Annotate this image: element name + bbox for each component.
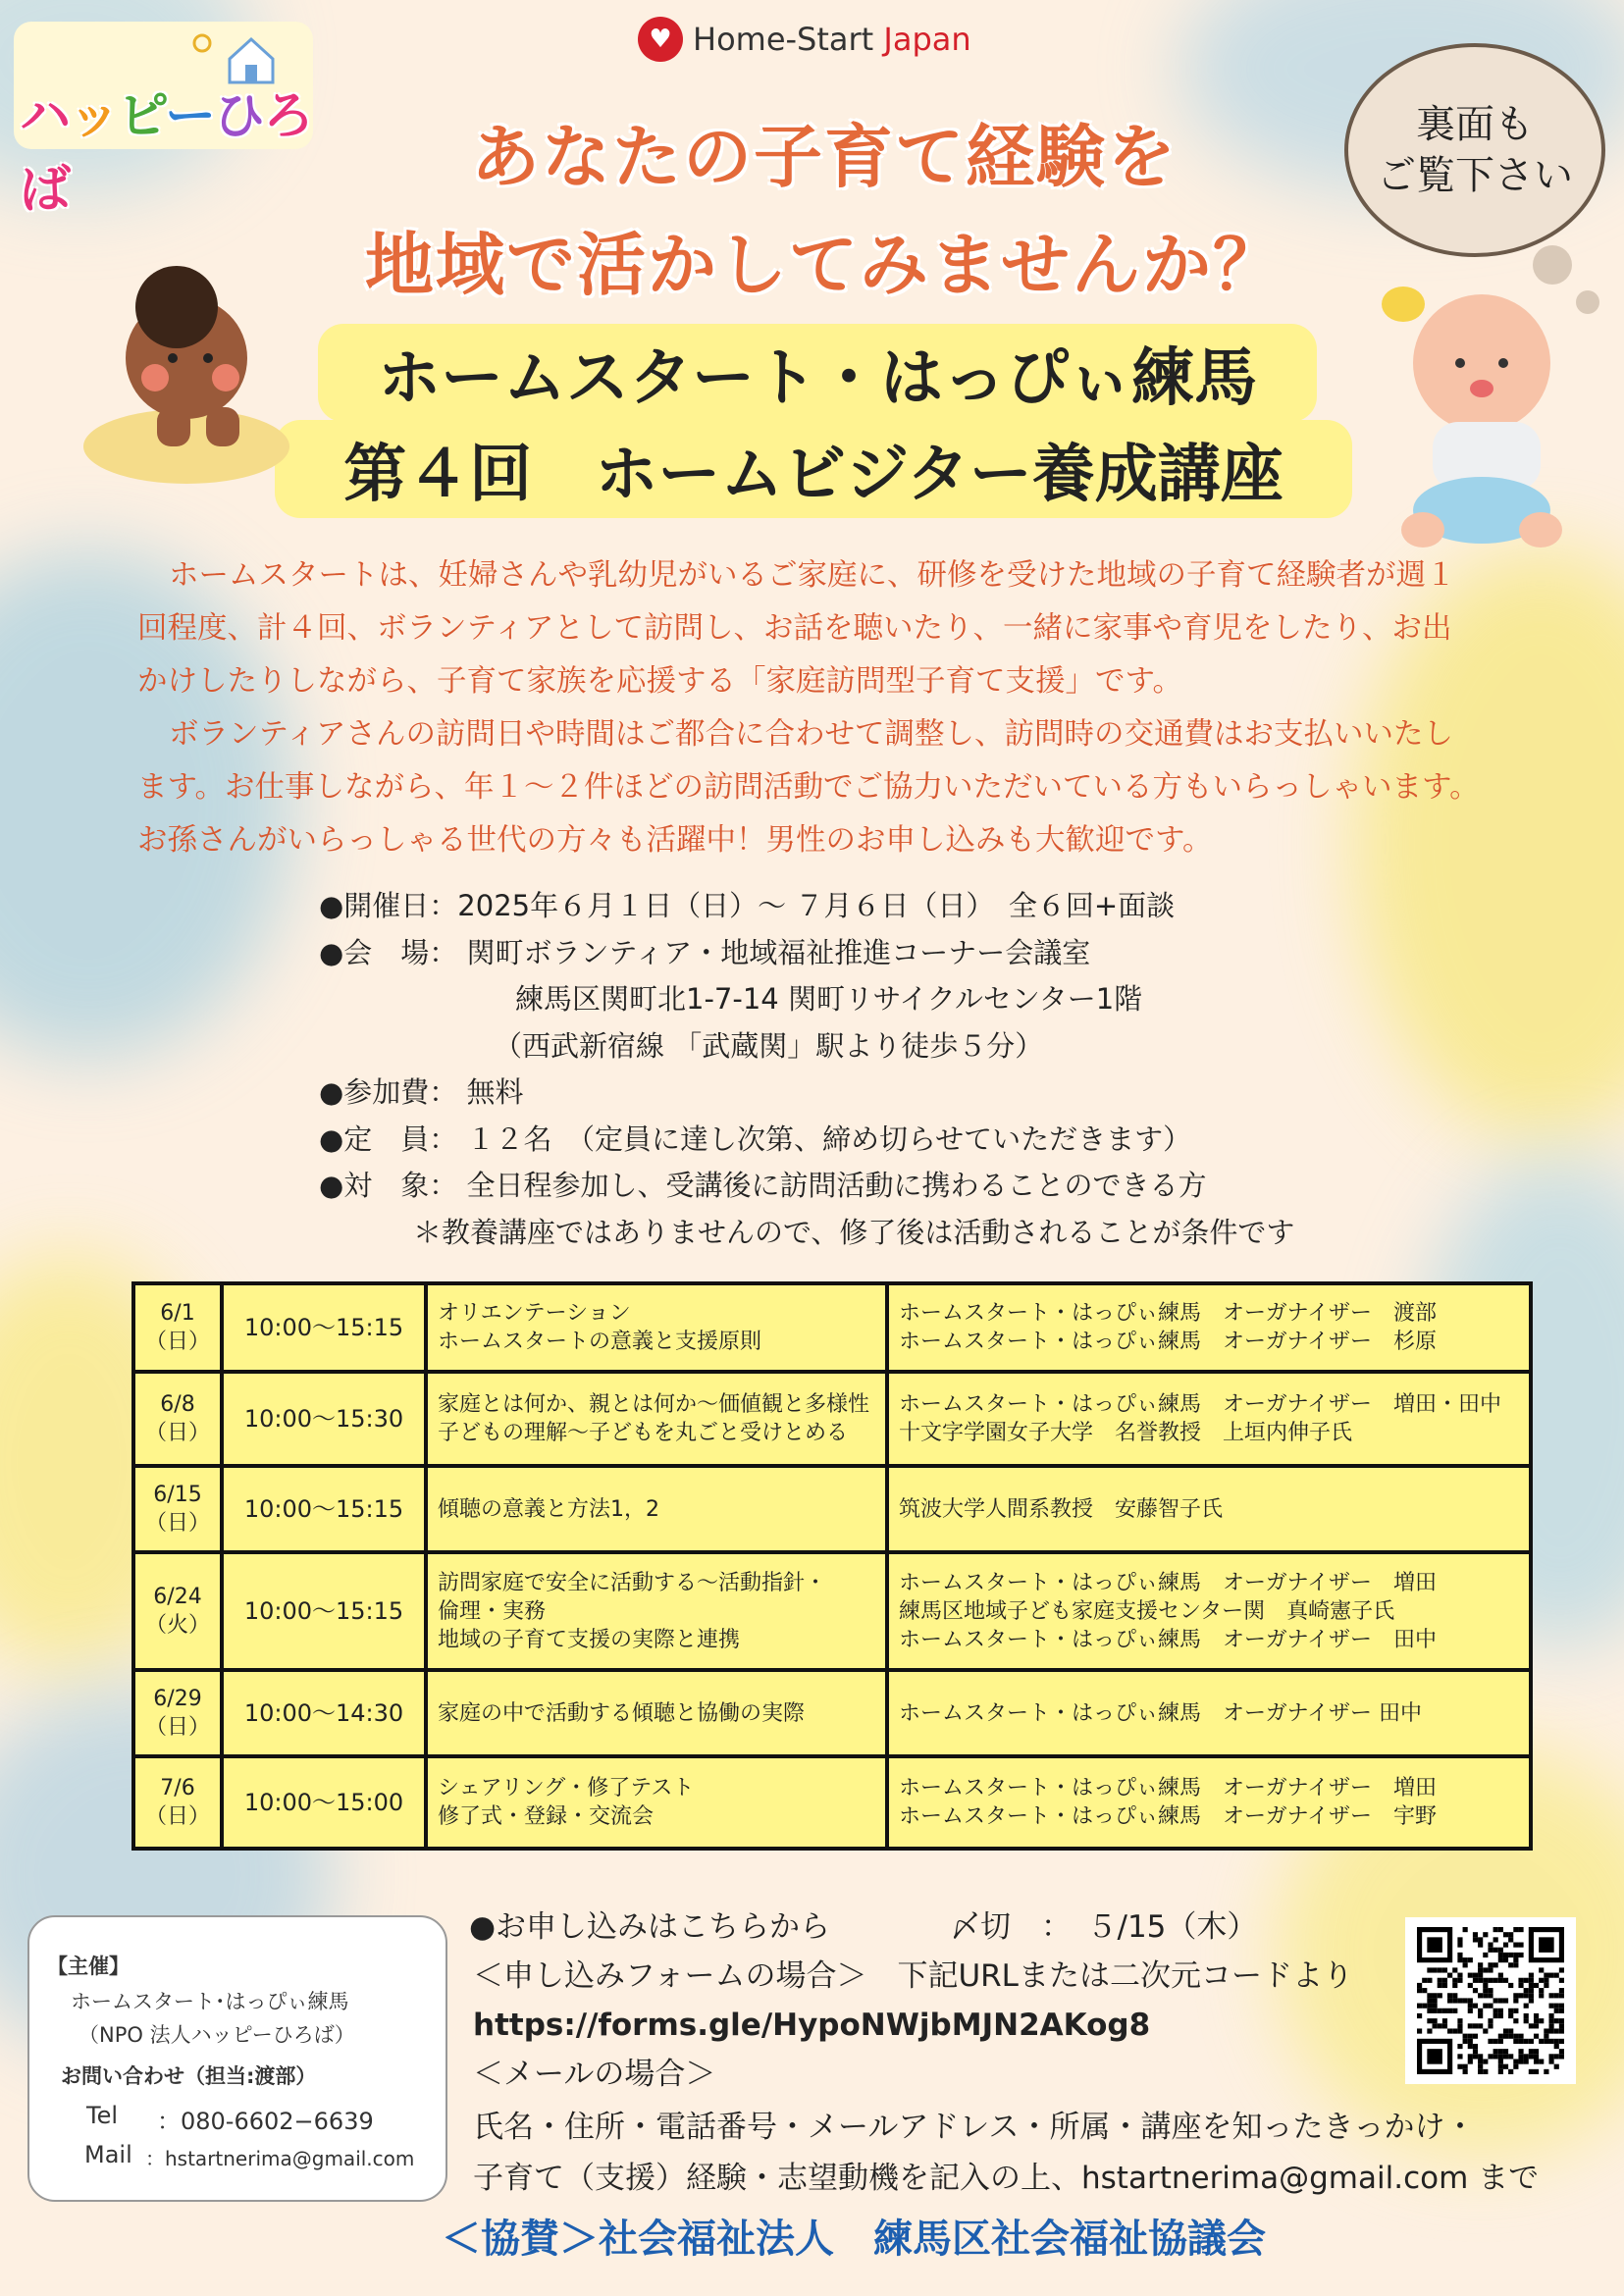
speaker-line: 練馬区地域子ども家庭支援センター関 真崎憲子氏 bbox=[899, 1598, 1395, 1624]
speaker-line: 筑波大学人間系教授 安藤智子氏 bbox=[899, 1496, 1224, 1522]
schedule-row bbox=[133, 1756, 1531, 1849]
course-info bbox=[319, 883, 1496, 1256]
speaker-line: ホームスタート・はっぴぃ練馬 オーガナイザー 宇野 bbox=[899, 1804, 1438, 1829]
topic-line: 家庭とは何か、親とは何か～価値観と多様性 bbox=[438, 1392, 870, 1417]
speaker-line: ホームスタート・はっぴぃ練馬 オーガナイザー 田中 bbox=[899, 1700, 1423, 1726]
logo-text: ハッピーひろば bbox=[20, 87, 312, 220]
mail-address[interactable]: ：hstartnerima@gmail.com bbox=[145, 2147, 415, 2170]
session-weekday: （火） bbox=[145, 1613, 211, 1638]
session-weekday: （日） bbox=[145, 1421, 211, 1445]
session-weekday: （日） bbox=[145, 1804, 211, 1829]
session-date: 6/15 bbox=[153, 1483, 202, 1507]
tel-number: ：080-6602−6639 bbox=[157, 2108, 374, 2135]
schedule-date bbox=[133, 1670, 222, 1756]
topic-line: 倫理・実務 bbox=[438, 1598, 547, 1624]
schedule-row bbox=[133, 1372, 1531, 1466]
subhead-organization: ホームスタート・はっぴぃ練馬 bbox=[318, 324, 1317, 422]
intro-paragraph-2: ボランティアさんの訪問日や時間はご都合に合わせて調整し、訪問時の交通費はお支払いいたします。お仕事しながら、年１～２件ほどの訪問活動でご協力いただいている方もいらっしゃいます。お孫さんがいらっしゃる世代の方々も活躍中！男性のお申し込みも大歓迎です。 bbox=[137, 717, 1480, 858]
schedule-speaker bbox=[887, 1552, 1531, 1670]
schedule-row bbox=[133, 1552, 1531, 1670]
topic-line: 地域の子育て支援の実際と連携 bbox=[438, 1627, 741, 1652]
headline-line2: 地域で活かしてみませんか？ bbox=[365, 225, 1283, 305]
host-label: 【主催】 bbox=[47, 1955, 130, 1978]
schedule-topic bbox=[426, 1466, 887, 1552]
sponsor: ＜協賛＞社会福祉法人 練馬区社会福祉協議会 bbox=[442, 2217, 1266, 2262]
session-date: 6/24 bbox=[153, 1585, 202, 1609]
host-org: （NPO 法人ハッピーひろば） bbox=[79, 2023, 355, 2047]
schedule-speaker bbox=[887, 1372, 1531, 1466]
apply-form-url[interactable]: https://forms.gle/HypoNWjbMJN2AKog8 bbox=[473, 2008, 1151, 2043]
speaker-line: ホームスタート・はっぴぃ練馬 オーガナイザー 増田 bbox=[899, 1776, 1438, 1800]
speaker-line: ホームスタート・はっぴぃ練馬 オーガナイザー 渡部 bbox=[899, 1301, 1438, 1326]
tel-label: Tel bbox=[86, 2102, 119, 2129]
apply-form-label: ＜申し込みフォームの場合＞ 下記URLまたは二次元コードより bbox=[473, 1958, 1353, 1994]
subhead-course-title: 第４回 ホームビジター養成講座 bbox=[275, 420, 1352, 518]
speaker-line: ホームスタート・はっぴぃ練馬 オーガナイザー 増田 bbox=[899, 1570, 1438, 1595]
schedule-speaker bbox=[887, 1466, 1531, 1552]
schedule-time: 10:00～14:30 bbox=[222, 1670, 426, 1756]
session-weekday: （日） bbox=[145, 1715, 211, 1740]
topic-line: 家庭の中で活動する傾聴と協働の実際 bbox=[438, 1700, 806, 1726]
schedule-time: 10:00～15:00 bbox=[222, 1756, 426, 1849]
schedule-speaker bbox=[887, 1670, 1531, 1756]
info-venue: ●会 場： 関町ボランティア・地域福祉推進コーナー会議室 bbox=[319, 935, 1091, 969]
schedule-row bbox=[133, 1466, 1531, 1552]
schedule-speaker bbox=[887, 1283, 1531, 1372]
see-back-bubble bbox=[1344, 43, 1605, 257]
apply-deadline: 〆切 ： ５/15（木） bbox=[950, 1909, 1258, 1945]
sitting-baby-illustration bbox=[1344, 265, 1599, 559]
home-start-logo-icon: ♥ bbox=[638, 17, 683, 62]
info-date: ●開催日：2025年６月１日（日）～ ７月６日（日） 全６回+面談 bbox=[319, 889, 1176, 922]
schedule-date bbox=[133, 1466, 222, 1552]
topic-line: ホームスタートの意義と支援原則 bbox=[438, 1330, 762, 1354]
schedule-table bbox=[131, 1281, 1533, 1851]
info-venue-access: （西武新宿線 「武蔵関」駅より徒歩５分） bbox=[494, 1028, 1044, 1063]
bubble-line2: ご覧下さい bbox=[1377, 153, 1573, 198]
schedule-date bbox=[133, 1372, 222, 1466]
topic-line: 子どもの理解～子どもを丸ごと受けとめる bbox=[438, 1421, 849, 1445]
speaker-line: ホームスタート・はっぴぃ練馬 オーガナイザー 田中 bbox=[899, 1627, 1438, 1652]
apply-mail-instructions-2: 子育て（支援）経験・志望動機を記入の上、hstartnerima@gmail.com まで bbox=[473, 2161, 1540, 2196]
session-date: 6/1 bbox=[160, 1301, 195, 1326]
session-date: 6/29 bbox=[153, 1687, 202, 1711]
info-note: ＊教養講座ではありませんので、修了後は活動されることが条件です bbox=[413, 1215, 1295, 1249]
contact-box bbox=[27, 1915, 447, 2202]
schedule-topic bbox=[426, 1756, 887, 1849]
session-weekday: （日） bbox=[145, 1511, 211, 1536]
headline-line1: あなたの子育て経験を bbox=[471, 117, 1178, 197]
mail-label: Mail bbox=[84, 2141, 132, 2168]
info-target: ●対 象： 全日程参加し、受講後に訪問活動に携わることのできる方 bbox=[319, 1169, 1207, 1202]
schedule-row bbox=[133, 1283, 1531, 1372]
brand-name: Home-Start Japan bbox=[693, 21, 971, 58]
schedule-date bbox=[133, 1552, 222, 1670]
home-start-japan-brand bbox=[638, 14, 971, 65]
session-weekday: （日） bbox=[145, 1330, 211, 1354]
apply-heading: ●お申し込みはこちらから bbox=[469, 1909, 831, 1945]
speaker-line: 十文字学園女子大学 名誉教授 上垣内伸子氏 bbox=[899, 1421, 1353, 1445]
session-date: 6/8 bbox=[160, 1392, 195, 1417]
topic-line: オリエンテーション bbox=[438, 1301, 631, 1326]
bubble-line1: 裏面も bbox=[1416, 102, 1534, 147]
intro-text bbox=[137, 549, 1482, 867]
intro-paragraph-1: ホームスタートは、妊婦さんや乳幼児がいるご家庭に、研修を受けた地域の子育て経験者が週１回程度、計４回、ボランティアとして訪問し、お話を聴いたり、一緒に家事や育児をしたり、お出かけしたりしながら、子育て家族を応援する「家庭訪問型子育て支援」です。 bbox=[137, 558, 1456, 699]
apply-mail-label: ＜メールの場合＞ bbox=[473, 2057, 716, 2092]
info-capacity: ●定 員： １２名 （定員に達し次第、締め切らせていただきます） bbox=[319, 1122, 1192, 1156]
schedule-topic bbox=[426, 1552, 887, 1670]
schedule-topic bbox=[426, 1670, 887, 1756]
topic-line: シェアリング・修了テスト bbox=[438, 1776, 695, 1800]
schedule-speaker bbox=[887, 1756, 1531, 1849]
schedule-date bbox=[133, 1756, 222, 1849]
host-name: ホームスタート･はっぴぃ練馬 bbox=[71, 1990, 349, 2013]
info-fee: ●参加費： 無料 bbox=[319, 1075, 524, 1109]
happy-hiroba-logo bbox=[14, 22, 313, 220]
schedule-time: 10:00～15:15 bbox=[222, 1283, 426, 1372]
session-date: 7/6 bbox=[160, 1776, 195, 1800]
speaker-line: ホームスタート・はっぴぃ練馬 オーガナイザー 増田・田中 bbox=[899, 1392, 1502, 1417]
info-venue-address: 練馬区関町北1-7-14 関町リサイクルセンター1階 bbox=[515, 982, 1143, 1016]
inquiry-label: お問い合わせ（担当:渡部） bbox=[61, 2064, 317, 2088]
schedule-topic bbox=[426, 1283, 887, 1372]
crawling-baby-illustration bbox=[79, 250, 294, 486]
topic-line: 傾聴の意義と方法1，2 bbox=[438, 1496, 660, 1522]
schedule-topic bbox=[426, 1372, 887, 1466]
topic-line: 修了式・登録・交流会 bbox=[438, 1804, 655, 1829]
schedule-time: 10:00～15:15 bbox=[222, 1552, 426, 1670]
apply-mail-instructions-1: 氏名・住所・電話番号・メールアドレス・所属・講座を知ったきっかけ・ bbox=[473, 2110, 1476, 2145]
schedule-date bbox=[133, 1283, 222, 1372]
schedule-row bbox=[133, 1670, 1531, 1756]
schedule-time: 10:00～15:30 bbox=[222, 1372, 426, 1466]
topic-line: 訪問家庭で安全に活動する～活動指針・ bbox=[438, 1570, 827, 1595]
qr-code[interactable] bbox=[1405, 1917, 1576, 2084]
speaker-line: ホームスタート・はっぴぃ練馬 オーガナイザー 杉原 bbox=[899, 1330, 1438, 1354]
schedule-time: 10:00～15:15 bbox=[222, 1466, 426, 1552]
